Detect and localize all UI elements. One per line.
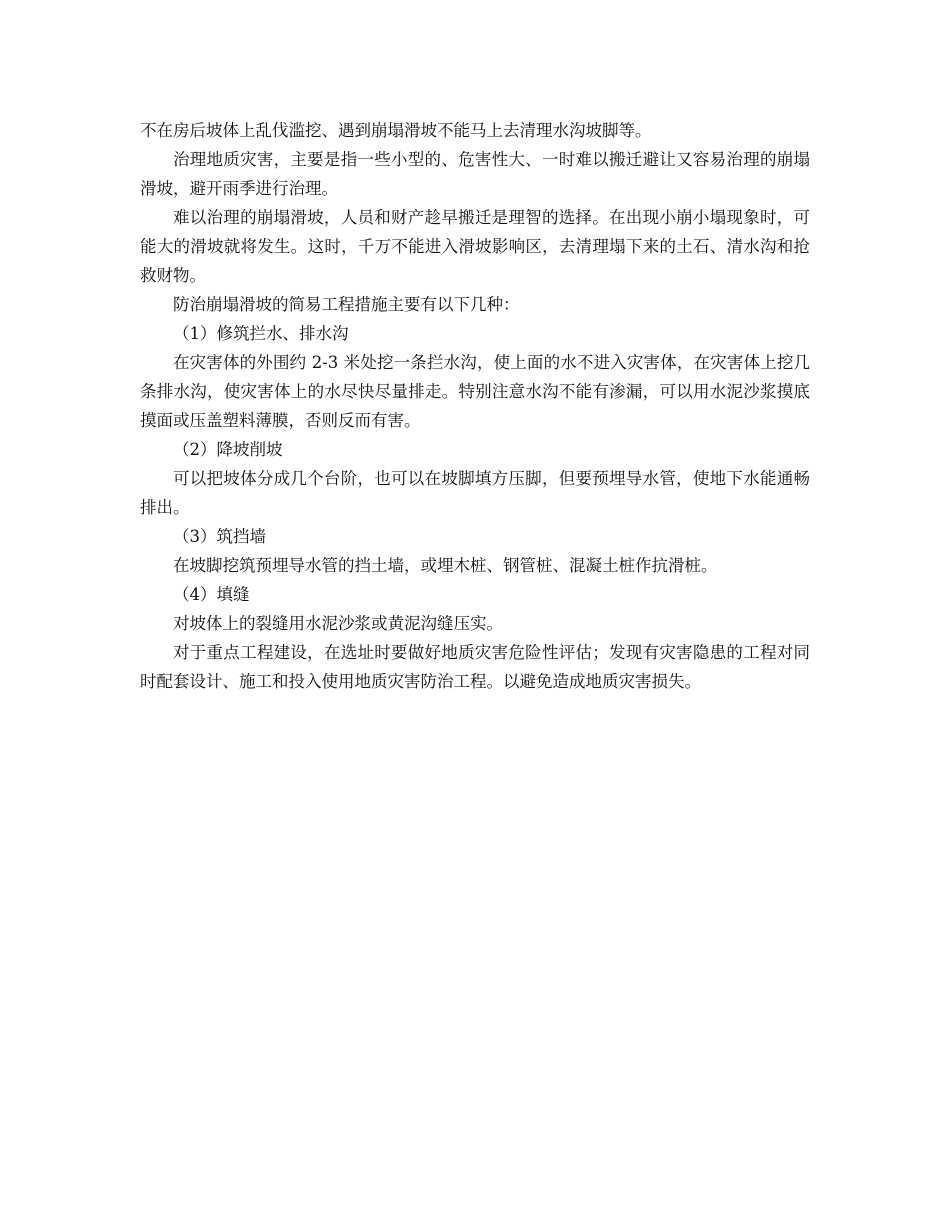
paragraph-measure-4: 对坡体上的裂缝用水泥沙浆或黄泥沟缝压实。 (173, 614, 503, 633)
heading-measure-4: （4）填缝 (173, 585, 250, 604)
paragraph-measure-1: 在灾害体的外围约 2-3 米处挖一条拦水沟，使上面的水不进入灾害体，在灾害体上挖几条排水沟，使灾害体上的水尽快尽量排走。特别注意水沟不能有渗漏，可以用水泥沙浆摸底摸面或压盖塑料薄膜，否则反而有害。 (140, 353, 810, 430)
paragraph-relocation-advice: 难以治理的崩塌滑坡，人员和财产趁早搬迁是理智的选择。在出现小崩小塌现象时，可能大的滑坡就将发生。这时，千万不能进入滑坡影响区，去清理塌下来的土石、清水沟和抢救财物。 (140, 208, 810, 285)
heading-measure-3: （3）筑挡墙 (173, 527, 266, 546)
paragraph-continuation: 不在房后坡体上乱伐滥挖、遇到崩塌滑坡不能马上去清理水沟坡脚等。 (140, 121, 652, 140)
heading-measure-2: （2）降坡削坡 (173, 440, 283, 459)
paragraph-measure-3: 在坡脚挖筑预埋导水管的挡土墙，或埋木桩、钢管桩、混凝土桩作抗滑桩。 (173, 556, 718, 575)
paragraph-key-projects: 对于重点工程建设，在选址时要做好地质灾害危险性评估；发现有灾害隐患的工程对同时配套设计、施工和投入使用地质灾害防治工程。以避免造成地质灾害损失。 (140, 643, 810, 691)
document-page (140, 116, 810, 696)
paragraph-measures-intro: 防治崩塌滑坡的简易工程措施主要有以下几种： (173, 295, 520, 314)
heading-measure-1: （1）修筑拦水、排水沟 (173, 324, 349, 343)
paragraph-measure-2: 可以把坡体分成几个台阶，也可以在坡脚填方压脚，但要预埋导水管，使地下水能通畅排出。 (140, 469, 810, 517)
paragraph-treatment-definition: 治理地质灾害，主要是指一些小型的、危害性大、一时难以搬迁避让又容易治理的崩塌滑坡，避开雨季进行治理。 (140, 150, 810, 198)
